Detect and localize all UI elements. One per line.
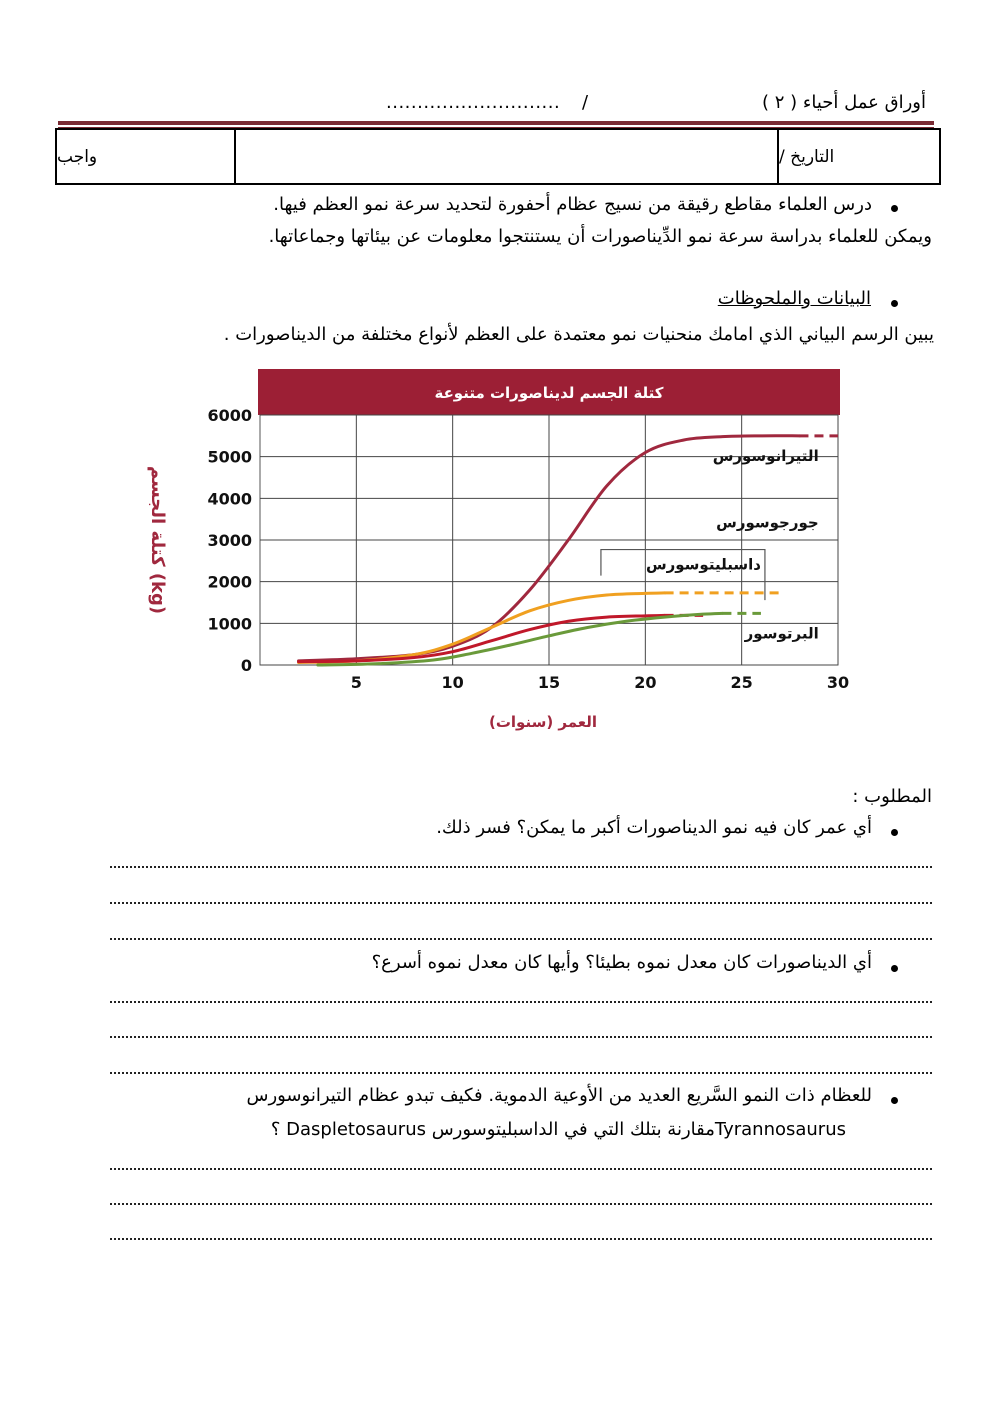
y-tick-label: 1000: [207, 614, 252, 634]
answer-line: [110, 934, 932, 940]
y-tick-label: 0: [240, 656, 252, 675]
question-3-line-1: للعظام ذات النمو السَّريع العديد من الأوعية الدموية. فكيف تبدو عظام التيرانوسورس: [246, 1085, 872, 1106]
bullet-icon: [891, 829, 898, 836]
series-label: التيرانوسورس: [712, 446, 819, 465]
x-tick-label: 5: [350, 673, 362, 692]
homework-cell: واجب: [57, 146, 98, 167]
blank-cell: [234, 130, 777, 183]
series-label: داسبليتوسورس: [645, 555, 761, 574]
y-tick-label: 2000: [207, 572, 252, 592]
bullet-icon: [891, 965, 898, 972]
answer-line: [110, 1199, 932, 1205]
observations-description: يبين الرسم البياني الذي امامك منحنيات نمو معتمدة على العظم لأنواع مختلفة من الديناصورات .: [223, 324, 934, 345]
answer-line: [110, 1032, 932, 1038]
question-1: أي عمر كان فيه نمو الديناصورات أكبر ما يمكن؟ فسر ذلك.: [436, 817, 872, 838]
info-table: [55, 128, 941, 185]
answer-line: [110, 898, 932, 904]
y-tick-label: 3000: [207, 531, 252, 550]
y-axis-label: كتلة الجسم (kg): [147, 465, 168, 615]
series-label: جورجوسورس: [716, 513, 819, 532]
intro-line-1: درس العلماء مقاطع رقيقة من نسيج عظام أحفورة لتحديد سرعة نمو العظم فيها.: [273, 194, 872, 215]
y-tick-label: 5000: [207, 447, 252, 467]
x-tick-label: 10: [441, 673, 464, 692]
answer-line: [110, 1164, 932, 1170]
chart-title: كتلة الجسم لديناصورات متنوعة: [434, 384, 664, 402]
answer-line: [110, 997, 932, 1003]
answer-line: [110, 1068, 932, 1074]
answer-line: [110, 862, 932, 868]
header-rule-thick: [58, 121, 934, 125]
y-tick-label: 6000: [207, 406, 252, 425]
answer-line: [110, 1234, 932, 1240]
x-tick-label: 20: [634, 673, 657, 692]
x-tick-label: 25: [730, 673, 753, 692]
header-slash: /: [582, 92, 589, 113]
name-blank: ............................: [386, 92, 561, 113]
bullet-icon: [891, 1097, 898, 1104]
question-3-line-2: Tyrannosaurusمقارنة بتلك التي في الداسبليتوسورس Daspletosaurus ؟: [270, 1119, 846, 1140]
intro-line-2: ويمكن للعلماء بدراسة سرعة نمو الدِّيناصورات أن يستنتجوا معلومات عن بيئاتها وجماعاتها.: [268, 226, 932, 247]
x-tick-label: 15: [537, 673, 561, 692]
worksheet-title: أوراق عمل أحياء ( ٢ ): [762, 92, 926, 113]
x-tick-label: 30: [826, 673, 850, 692]
x-axis-label: العمر (سنوات): [488, 713, 598, 731]
question-2: أي الديناصورات كان معدل نموه بطيئا؟ وأيها كان معدل نموه أسرع؟: [371, 952, 872, 973]
growth-chart: [120, 365, 860, 745]
observations-heading: البيانات والملحوظات: [717, 288, 871, 309]
y-tick-label: 4000: [207, 489, 252, 509]
bullet-icon: [891, 205, 898, 212]
date-cell: التاريخ /: [777, 130, 939, 183]
required-label: المطلوب :: [852, 786, 932, 807]
bullet-icon: [891, 300, 898, 307]
series-label: البرتوسور: [744, 624, 819, 643]
